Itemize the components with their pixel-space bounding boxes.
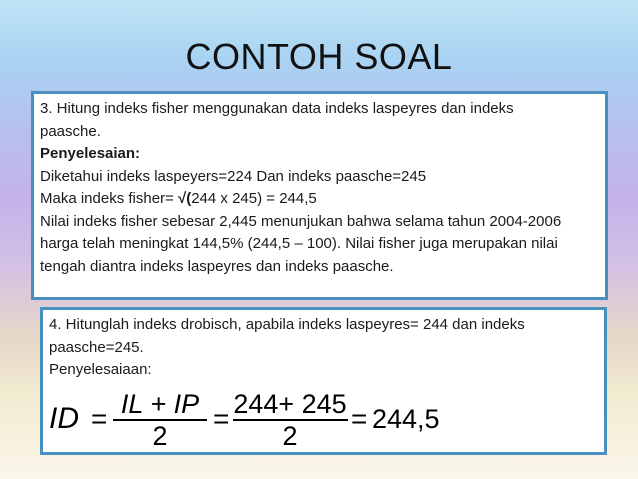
formula-result: 244,5 (372, 404, 440, 434)
slide-title: CONTOH SOAL (185, 36, 453, 77)
question-4-line-1: 4. Hitunglah indeks drobisch, apabila indeks laspeyres= 244 dan indeks (49, 316, 525, 333)
example-3-box (31, 91, 608, 300)
solution-heading: Penyelesaian: (40, 145, 141, 162)
calc-rest: 244 x 245) = 244,5 (191, 190, 317, 207)
conclusion-line-2: harga telah meningkat 144,5% (244,5 – 100). Nilai fisher juga merupakan nilai (40, 235, 558, 252)
formula-denominator-2: 2 (282, 421, 298, 447)
conclusion-line-1: Nilai indeks fisher sebesar 2,445 menunjukan bahwa selama tahun 2004-2006 (40, 212, 562, 230)
solution-heading-2: Penyelesaiaan: (49, 361, 152, 378)
formula-lhs: ID (49, 402, 79, 435)
formula-equals-2: = (213, 403, 230, 434)
question-3-line-2: paasche. (40, 122, 101, 140)
formula-numerator-1: IL + IP (120, 391, 200, 419)
calc-prefix: Maka indeks fisher= (40, 190, 178, 207)
example-4-box (40, 307, 607, 455)
formula-equals-1: = (91, 403, 108, 434)
formula-equals-3: = (351, 403, 368, 434)
sqrt-symbol: √( (177, 190, 192, 207)
conclusion-line-3: tengah diantra indeks laspeyres dan indeks paasche. (40, 257, 394, 275)
fisher-calculation (40, 188, 598, 210)
question-4-line-2: paasche=245. (49, 338, 144, 356)
formula-denominator-1: 2 (152, 421, 168, 447)
drobisch-formula (47, 391, 447, 447)
question-3-line-1: 3. Hitung indeks fisher menggunakan data indeks laspeyres dan indeks (40, 100, 514, 117)
formula-numerator-2: 244+ 245 (233, 391, 347, 419)
known-values: Diketahui indeks laspeyers=224 Dan indeks paasche=245 (40, 167, 427, 185)
